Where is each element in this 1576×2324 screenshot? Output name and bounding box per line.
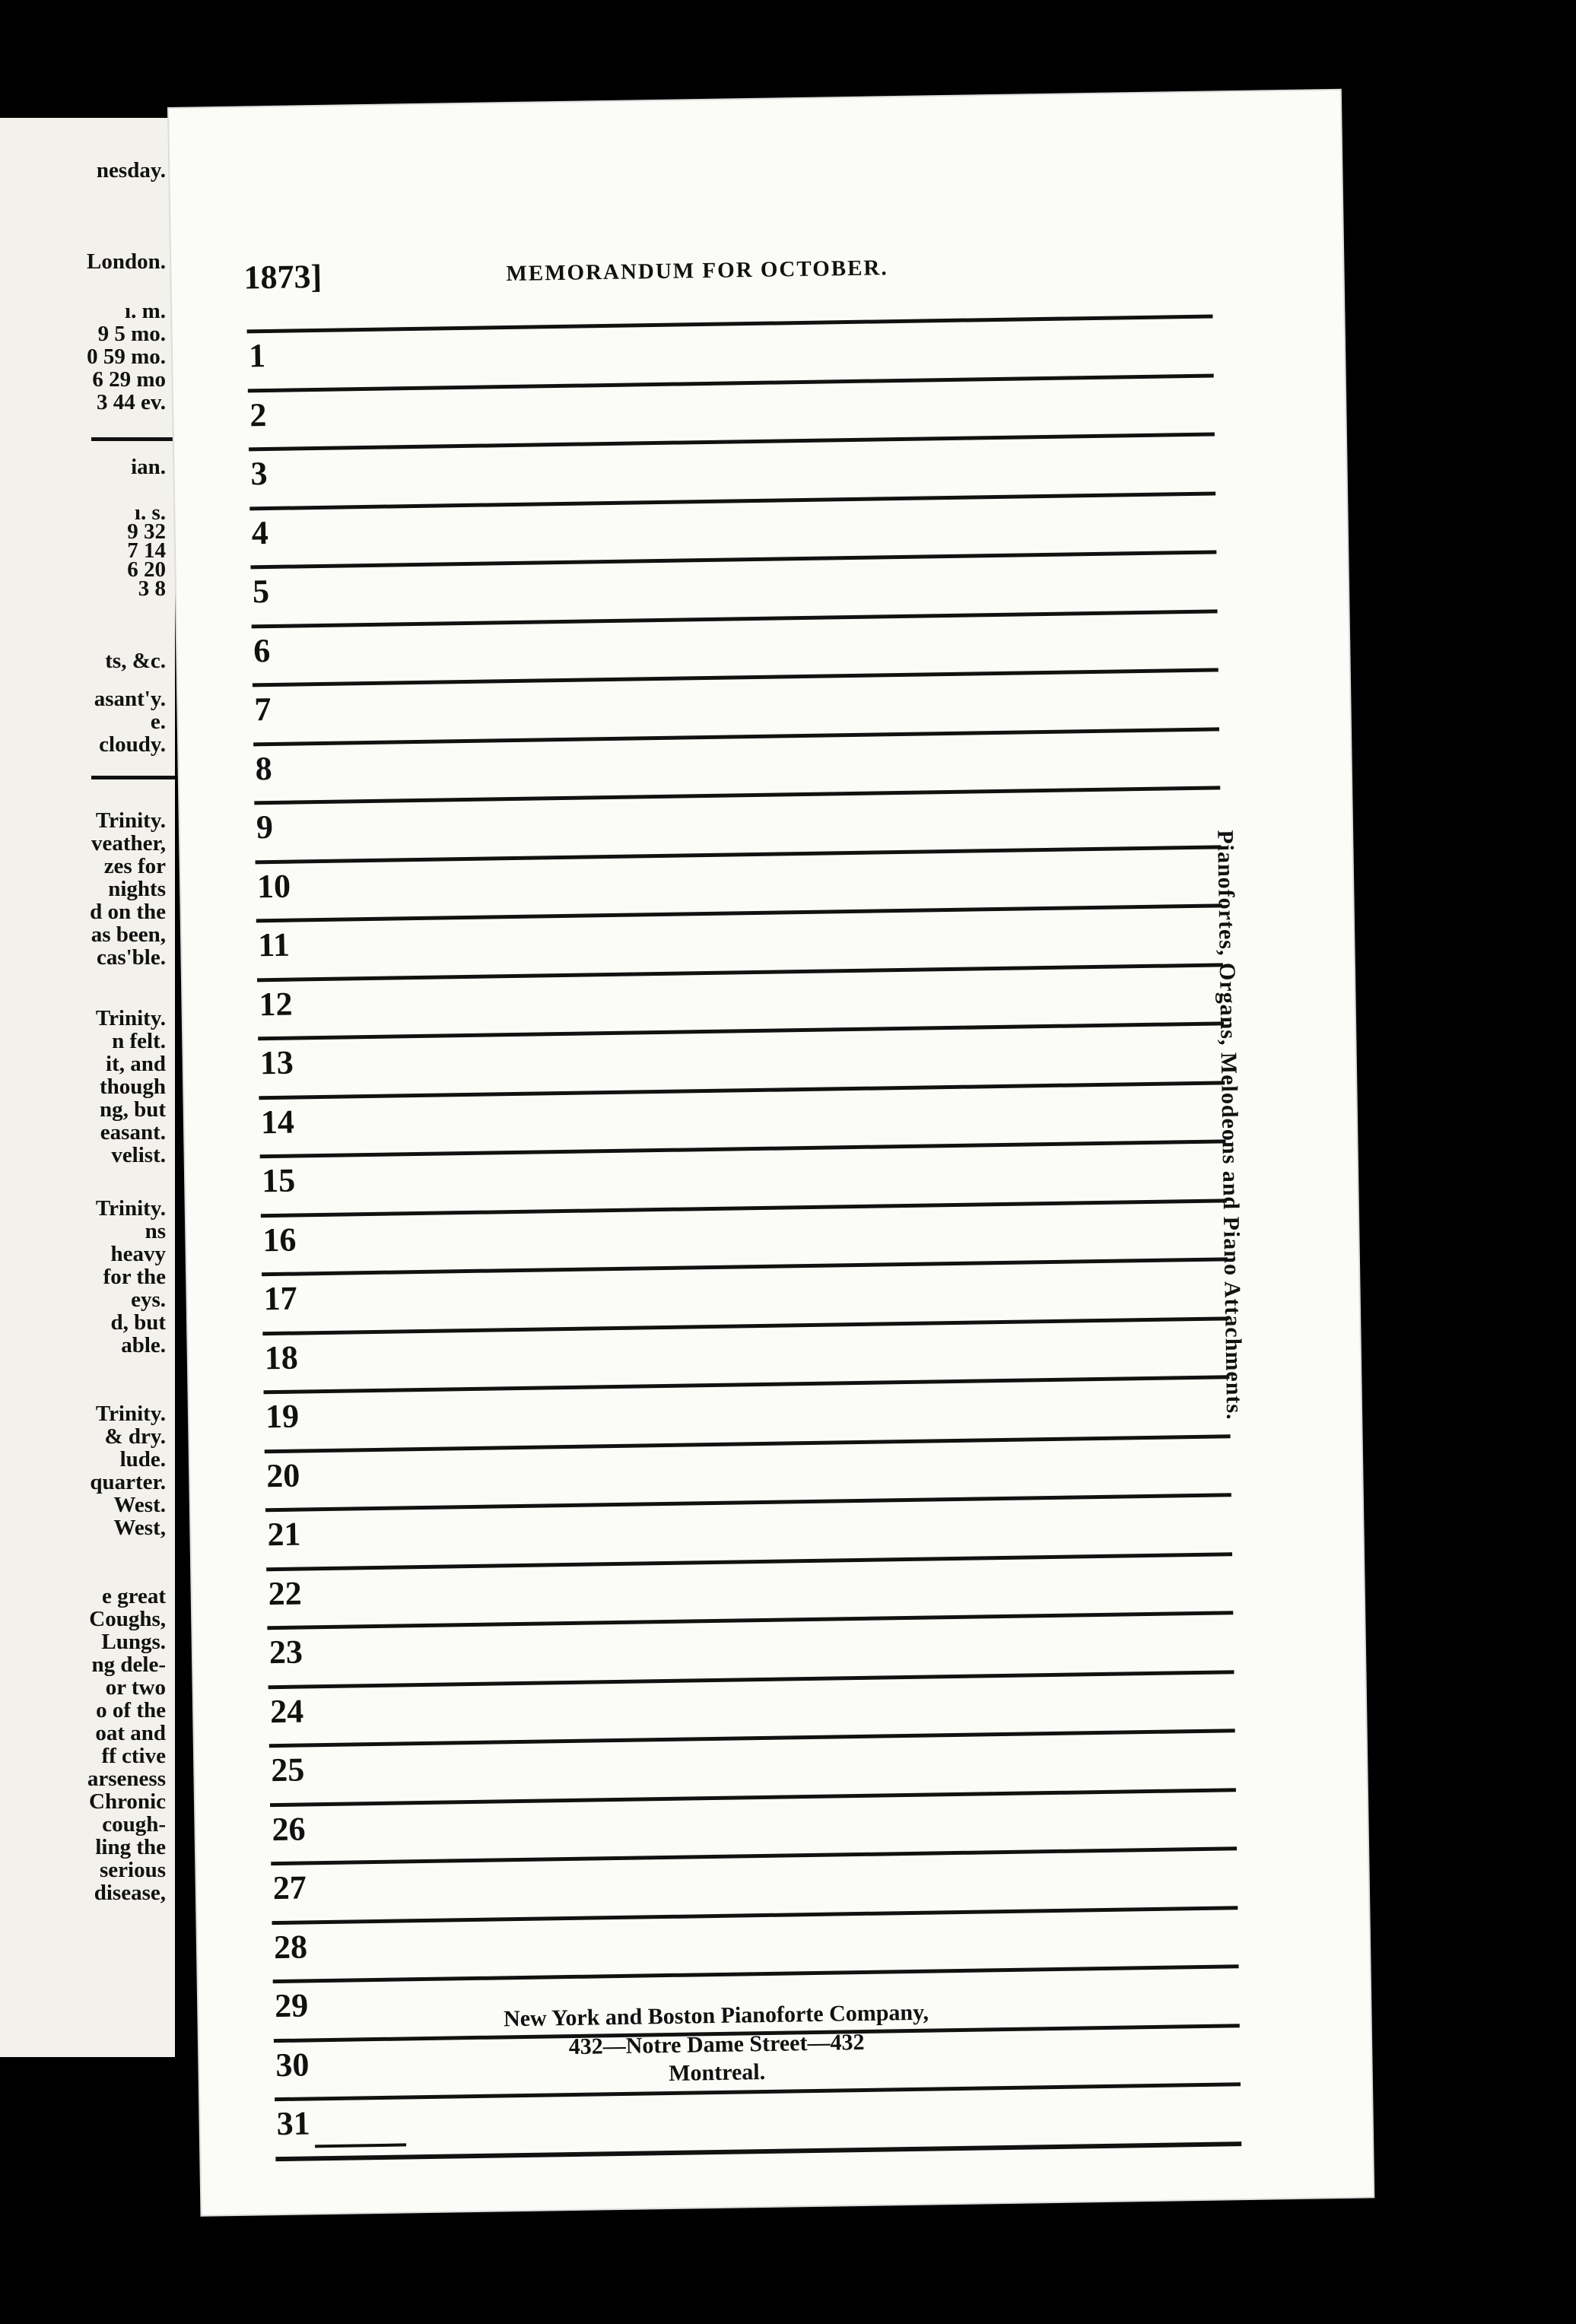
left-page-line: cas'ble. [96, 945, 166, 970]
left-page-line: Trinity. [95, 1006, 166, 1030]
left-page-line: cloudy. [99, 732, 166, 757]
left-page-line: o of the [96, 1698, 166, 1722]
day-number: 3 [250, 455, 268, 493]
left-page-line: d, but [110, 1310, 166, 1335]
left-page-line: Chronic [89, 1789, 166, 1814]
day-number: 23 [268, 1633, 303, 1672]
left-page-line: 6 29 mo [92, 367, 166, 392]
left-page-rule [91, 437, 175, 441]
left-page-line: quarter. [90, 1470, 166, 1494]
left-page-line: 3 8 [138, 576, 166, 601]
day-number: 15 [261, 1161, 296, 1200]
left-page-line: ı. m. [125, 299, 166, 323]
day-number: 7 [254, 690, 272, 729]
left-page-line: ns [145, 1219, 166, 1243]
day-number: 24 [269, 1691, 304, 1730]
day-number: 4 [251, 513, 269, 551]
left-page-line: nesday. [96, 158, 166, 183]
day-number: 20 [265, 1456, 300, 1494]
left-page-line: it, and [106, 1052, 166, 1076]
day-number: 5 [252, 573, 270, 611]
left-page-line: 9 32 [127, 519, 166, 544]
day-number: 28 [273, 1927, 308, 1966]
left-page-line: ng, but [99, 1097, 166, 1122]
left-page-line: 0 59 mo. [87, 344, 166, 369]
footer-address: 432—Notre Dame Street—432 [568, 2029, 865, 2059]
left-page-line: heavy [110, 1242, 166, 1266]
left-page-line: or two [105, 1675, 166, 1700]
left-page-line: oat and [95, 1721, 166, 1745]
footer-imprint [373, 1996, 1060, 2093]
left-page-line: as been, [91, 922, 166, 947]
left-page-line: Trinity. [95, 1196, 166, 1221]
left-page-line: arseness [87, 1767, 166, 1791]
left-page-line: West. [113, 1493, 166, 1517]
left-page-line: & dry. [104, 1424, 166, 1449]
day-number: 22 [268, 1574, 303, 1612]
left-page-line: serious [100, 1858, 166, 1882]
left-page-line: velist. [111, 1143, 166, 1167]
left-page-line: veather, [91, 831, 166, 856]
left-page-line: n felt. [112, 1029, 166, 1053]
day-number: 25 [270, 1751, 305, 1789]
left-page-line: ts, &c. [105, 649, 166, 673]
page-header [243, 243, 1252, 304]
day-number: 6 [253, 631, 271, 669]
footer-company: New York and Boston Pianoforte Company, [503, 1999, 929, 2032]
day-number: 29 [274, 1986, 309, 2025]
day-number: 26 [272, 1809, 306, 1848]
day-number: 31 [276, 2104, 311, 2143]
left-page-line: able. [121, 1333, 166, 1357]
day-number: 2 [249, 395, 267, 433]
day-number: 10 [256, 867, 291, 905]
left-page-line: Trinity. [95, 1402, 166, 1426]
left-page-line: ling the [95, 1835, 166, 1859]
footer-city: Montreal. [668, 2059, 766, 2086]
year-label: 1873] [243, 257, 323, 297]
left-page [0, 118, 175, 2057]
day-number: 16 [262, 1221, 297, 1259]
left-page-line: d on the [90, 900, 166, 924]
left-page-line: ı. s. [134, 500, 166, 525]
left-page-line: 6 20 [127, 557, 166, 582]
left-page-line: Coughs, [89, 1607, 166, 1631]
left-page-line: nights [108, 877, 166, 901]
day-number: 19 [265, 1397, 300, 1436]
memorandum-page [169, 90, 1373, 2215]
left-page-line: ff ctive [101, 1744, 166, 1768]
left-page-line: London. [87, 249, 166, 274]
left-page-line: e. [150, 710, 166, 734]
left-page-line: eys. [131, 1287, 166, 1312]
side-advertisement: Pianofortes, Organs, Melodeons and Piano Attachments. [1212, 830, 1247, 1421]
left-page-line: asant'y. [94, 687, 166, 711]
left-page-line: 9 5 mo. [97, 322, 166, 346]
left-page-line: for the [103, 1265, 166, 1289]
left-page-line: though [99, 1075, 166, 1099]
day-number: 18 [264, 1338, 299, 1376]
left-page-line: 7 14 [127, 538, 166, 563]
day-number: 14 [260, 1103, 295, 1141]
left-page-line: e great [102, 1584, 166, 1608]
day-number: 8 [255, 749, 273, 787]
left-page-line: ian. [131, 455, 166, 479]
day-number: 1 [248, 337, 266, 375]
left-page-line: 3 44 ev. [96, 390, 166, 414]
left-page-line: lude. [119, 1447, 166, 1472]
left-page-line: cough- [102, 1812, 166, 1837]
left-page-line: disease, [94, 1881, 166, 1905]
day-number: 12 [259, 985, 293, 1023]
left-page-line: ng dele- [91, 1653, 166, 1677]
day-rows [247, 314, 1242, 2160]
day-number: 17 [263, 1279, 297, 1318]
left-page-rule [91, 776, 175, 779]
day-number: 13 [259, 1043, 294, 1082]
day-number: 9 [256, 808, 274, 846]
day-number: 27 [272, 1868, 307, 1907]
day-number: 11 [257, 925, 291, 964]
left-page-line: West, [113, 1516, 166, 1540]
day-number: 21 [267, 1515, 301, 1554]
day-number: 30 [275, 2045, 310, 2084]
left-page-line: Trinity. [95, 808, 166, 833]
left-page-line: easant. [100, 1120, 166, 1145]
left-page-line: zes for [103, 854, 166, 878]
page-title: MEMORANDUM FOR OCTOBER. [506, 256, 888, 287]
left-page-line: Lungs. [101, 1630, 166, 1654]
